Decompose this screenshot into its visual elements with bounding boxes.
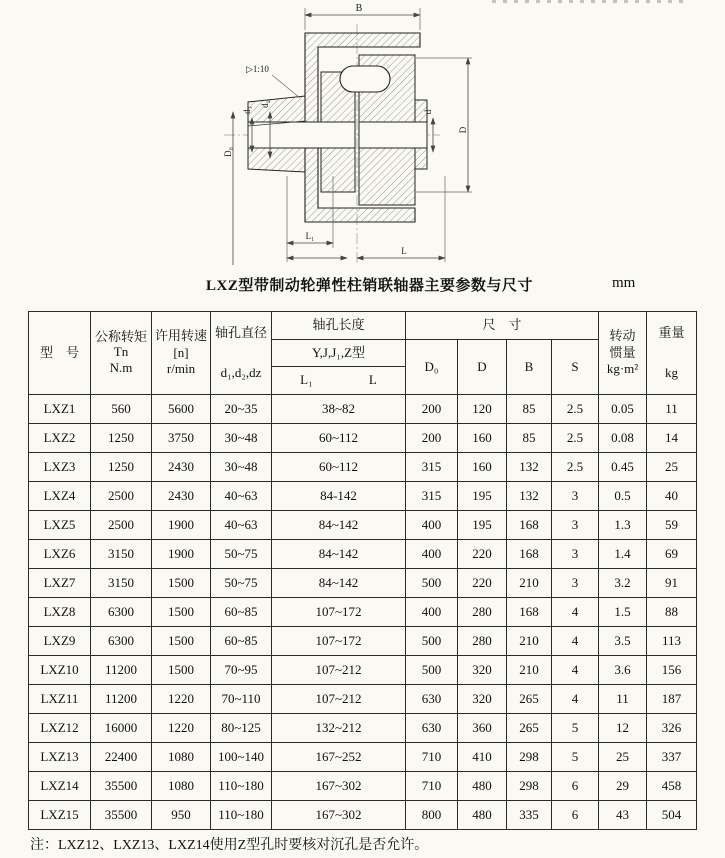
cell-bore-diameter: 70~110 [211, 685, 272, 714]
header-inertia-line3: kg·m² [606, 361, 639, 377]
header-inertia-line2: 惯量 [609, 344, 636, 360]
table-row [29, 598, 697, 627]
header-length-l1: L₁ [300, 372, 313, 388]
cell-d0: 400 [406, 598, 458, 627]
header-torque-line1: 公称转矩Tn [94, 328, 147, 359]
cell-weight: 113 [647, 627, 697, 656]
header-length-l: L [368, 372, 377, 388]
cell-torque: 22400 [91, 743, 152, 772]
cell-weight: 156 [647, 656, 697, 685]
cell-d: 410 [458, 743, 507, 772]
cell-inertia: 29 [599, 772, 647, 801]
cell-bore-diameter: 60~85 [211, 598, 272, 627]
cell-s: 3 [552, 569, 599, 598]
dim-label-d1: d₁ [242, 106, 252, 114]
cell-torque: 560 [91, 395, 152, 424]
cell-bore-length: 38~82 [272, 395, 406, 424]
cell-inertia: 3.5 [599, 627, 647, 656]
dim-label-d2: d₂ [260, 100, 270, 108]
cell-torque: 1250 [91, 453, 152, 482]
cell-b: 210 [507, 569, 552, 598]
table-header [29, 312, 697, 395]
cell-speed: 2430 [152, 482, 211, 511]
table-row [29, 743, 697, 772]
cell-bore-diameter: 30~48 [211, 424, 272, 453]
cell-inertia: 11 [599, 685, 647, 714]
cell-torque: 3150 [91, 540, 152, 569]
cell-d0: 500 [406, 569, 458, 598]
cell-d0: 200 [406, 424, 458, 453]
cell-speed: 5600 [152, 395, 211, 424]
cell-inertia: 0.05 [599, 395, 647, 424]
cell-weight: 69 [647, 540, 697, 569]
cell-d0: 630 [406, 714, 458, 743]
cell-s: 4 [552, 627, 599, 656]
cell-weight: 14 [647, 424, 697, 453]
cell-inertia: 0.5 [599, 482, 647, 511]
header-model: 型 号 [29, 312, 91, 395]
cell-s: 6 [552, 772, 599, 801]
cell-bore-length: 107~172 [272, 598, 406, 627]
header-speed-line1: 许用转速 [154, 327, 207, 343]
header-length-group: 轴孔长度 [272, 312, 406, 340]
taper-label: ▷1:10 [246, 64, 269, 74]
cell-torque: 16000 [91, 714, 152, 743]
cell-d0: 400 [406, 540, 458, 569]
cropped-text-fragment [492, 0, 687, 3]
cell-torque: 6300 [91, 598, 152, 627]
cell-s: 4 [552, 598, 599, 627]
cell-model: LXZ15 [29, 801, 91, 830]
cell-speed: 1080 [152, 743, 211, 772]
header-col-d0: D₀ [406, 340, 458, 395]
cell-bore-length: 60~112 [272, 424, 406, 453]
cell-b: 168 [507, 511, 552, 540]
cell-inertia: 3.2 [599, 569, 647, 598]
header-length-sub [272, 367, 406, 395]
cell-bore-length: 167~302 [272, 801, 406, 830]
cell-torque: 11200 [91, 685, 152, 714]
cell-weight: 59 [647, 511, 697, 540]
cell-b: 265 [507, 685, 552, 714]
cell-bore-diameter: 110~180 [211, 801, 272, 830]
cell-torque: 2500 [91, 511, 152, 540]
cell-s: 3 [552, 540, 599, 569]
header-bore-line2: d₁,d₂,dz [220, 364, 262, 380]
right-hub-lower [415, 148, 427, 169]
table-row [29, 482, 697, 511]
dim-label-big-d: D [458, 126, 468, 134]
cell-torque: 11200 [91, 656, 152, 685]
cell-bore-diameter: 40~63 [211, 511, 272, 540]
cell-model: LXZ10 [29, 656, 91, 685]
left-hub-lower [248, 148, 305, 172]
cell-bore-diameter: 50~75 [211, 540, 272, 569]
cell-weight: 11 [647, 395, 697, 424]
table-row [29, 685, 697, 714]
cell-bore-diameter: 50~75 [211, 569, 272, 598]
header-col-d: D [458, 340, 507, 395]
taper-leader [272, 75, 300, 98]
cell-s: 5 [552, 743, 599, 772]
spec-table [28, 311, 697, 830]
cell-bore-length: 107~172 [272, 627, 406, 656]
cell-model: LXZ12 [29, 714, 91, 743]
cell-inertia: 1.5 [599, 598, 647, 627]
cell-model: LXZ14 [29, 772, 91, 801]
cell-d0: 315 [406, 482, 458, 511]
cell-torque: 1250 [91, 424, 152, 453]
cell-torque: 3150 [91, 569, 152, 598]
cell-inertia: 3.6 [599, 656, 647, 685]
cell-bore-diameter: 40~63 [211, 482, 272, 511]
cell-model: LXZ4 [29, 482, 91, 511]
cell-model: LXZ3 [29, 453, 91, 482]
cell-bore-length: 84-142 [272, 482, 406, 511]
header-weight [647, 312, 697, 395]
cell-torque: 35500 [91, 772, 152, 801]
header-weight-line2: kg [665, 364, 679, 380]
cell-d: 120 [458, 395, 507, 424]
header-col-b: B [507, 340, 552, 395]
cell-model: LXZ7 [29, 569, 91, 598]
cell-b: 298 [507, 772, 552, 801]
unit-label: mm [612, 275, 636, 291]
cell-weight: 504 [647, 801, 697, 830]
cell-speed: 1900 [152, 540, 211, 569]
cell-d0: 315 [406, 453, 458, 482]
cell-s: 3 [552, 482, 599, 511]
cell-b: 335 [507, 801, 552, 830]
cell-bore-diameter: 80~125 [211, 714, 272, 743]
header-inertia [599, 312, 647, 395]
table-row [29, 540, 697, 569]
cell-bore-length: 167~302 [272, 772, 406, 801]
cell-bore-diameter: 30~48 [211, 453, 272, 482]
cell-model: LXZ11 [29, 685, 91, 714]
cell-speed: 3750 [152, 424, 211, 453]
header-speed-line2: [n] [173, 344, 189, 360]
cell-d: 195 [458, 511, 507, 540]
cell-bore-length: 60~112 [272, 453, 406, 482]
cell-d: 160 [458, 453, 507, 482]
cell-d: 220 [458, 569, 507, 598]
footnote: 注：LXZ12、LXZ13、LXZ14使用Z型孔时要核对沉孔是否允许。 [30, 838, 429, 853]
cell-bore-diameter: 20~35 [211, 395, 272, 424]
cell-weight: 40 [647, 482, 697, 511]
cell-model: LXZ9 [29, 627, 91, 656]
header-bore-line1: 轴孔直径 [214, 324, 267, 340]
dim-label-l1: L₁ [305, 231, 315, 241]
table-row [29, 453, 697, 482]
cell-b: 210 [507, 627, 552, 656]
cell-speed: 2430 [152, 453, 211, 482]
header-bore-diameter [211, 312, 272, 395]
table-body [29, 395, 697, 830]
cell-bore-length: 84~142 [272, 511, 406, 540]
cell-d0: 710 [406, 743, 458, 772]
cell-d: 195 [458, 482, 507, 511]
header-length-types: Y,J,J₁,Z型 [272, 340, 406, 367]
cell-d0: 500 [406, 656, 458, 685]
header-size-group: 尺 寸 [406, 312, 599, 340]
table-row [29, 569, 697, 598]
header-speed-line3: r/min [166, 361, 196, 377]
cell-speed: 1220 [152, 714, 211, 743]
cell-model: LXZ5 [29, 511, 91, 540]
coupling-section-drawing [222, 0, 512, 270]
cell-speed: 1500 [152, 627, 211, 656]
cell-model: LXZ1 [29, 395, 91, 424]
cell-bore-length: 84~142 [272, 540, 406, 569]
cell-d: 280 [458, 627, 507, 656]
cell-d: 160 [458, 424, 507, 453]
cell-s: 4 [552, 656, 599, 685]
cell-weight: 25 [647, 453, 697, 482]
dim-label-d: d [423, 109, 433, 115]
cell-d: 320 [458, 685, 507, 714]
cell-torque: 35500 [91, 801, 152, 830]
cell-inertia: 0.45 [599, 453, 647, 482]
cell-speed: 1080 [152, 772, 211, 801]
cell-d0: 500 [406, 627, 458, 656]
table-row [29, 714, 697, 743]
cell-b: 168 [507, 540, 552, 569]
table-row [29, 656, 697, 685]
table-row [29, 772, 697, 801]
cell-weight: 337 [647, 743, 697, 772]
left-hub-upper [248, 96, 305, 122]
cell-bore-length: 132~212 [272, 714, 406, 743]
header-speed [152, 312, 211, 395]
dim-label-b: B [355, 3, 363, 14]
cell-bore-diameter: 60~85 [211, 627, 272, 656]
cell-d: 480 [458, 772, 507, 801]
cell-b: 298 [507, 743, 552, 772]
cell-model: LXZ6 [29, 540, 91, 569]
table-row [29, 511, 697, 540]
cell-speed: 1900 [152, 511, 211, 540]
cell-bore-length: 167~252 [272, 743, 406, 772]
cell-inertia: 1.4 [599, 540, 647, 569]
cell-inertia: 1.3 [599, 511, 647, 540]
cell-speed: 950 [152, 801, 211, 830]
cell-bore-diameter: 70~95 [211, 656, 272, 685]
header-inertia-line1: 转动 [609, 327, 636, 343]
cell-b: 85 [507, 424, 552, 453]
table-row [29, 424, 697, 453]
cell-b: 265 [507, 714, 552, 743]
elastic-pin [340, 66, 390, 92]
cell-weight: 88 [647, 598, 697, 627]
cell-inertia: 25 [599, 743, 647, 772]
title-row [0, 274, 725, 296]
cell-b: 132 [507, 482, 552, 511]
cell-bore-length: 107~212 [272, 685, 406, 714]
cell-d0: 400 [406, 511, 458, 540]
header-torque [91, 312, 152, 395]
table-row [29, 627, 697, 656]
cell-torque: 2500 [91, 482, 152, 511]
cell-d0: 630 [406, 685, 458, 714]
cell-d0: 710 [406, 772, 458, 801]
cell-inertia: 43 [599, 801, 647, 830]
cell-d0: 800 [406, 801, 458, 830]
left-bore [248, 122, 355, 148]
cell-d: 480 [458, 801, 507, 830]
cell-bore-length: 84~142 [272, 569, 406, 598]
cell-d: 280 [458, 598, 507, 627]
header-weight-line1: 重量 [658, 324, 685, 340]
header-col-s: S [552, 340, 599, 395]
table-row [29, 395, 697, 424]
cell-speed: 1500 [152, 569, 211, 598]
cell-weight: 187 [647, 685, 697, 714]
cell-speed: 1220 [152, 685, 211, 714]
cell-inertia: 0.08 [599, 424, 647, 453]
cell-s: 2.5 [552, 424, 599, 453]
dim-label-d0: D₀ [223, 147, 233, 157]
cell-weight: 326 [647, 714, 697, 743]
cell-bore-diameter: 100~140 [211, 743, 272, 772]
cell-d: 360 [458, 714, 507, 743]
table-row [29, 801, 697, 830]
cell-bore-length: 107~212 [272, 656, 406, 685]
cell-s: 6 [552, 801, 599, 830]
dim-label-l: L [401, 246, 407, 256]
cell-torque: 6300 [91, 627, 152, 656]
cell-b: 132 [507, 453, 552, 482]
cell-s: 5 [552, 714, 599, 743]
cell-speed: 1500 [152, 598, 211, 627]
cell-bore-diameter: 110~180 [211, 772, 272, 801]
cell-b: 210 [507, 656, 552, 685]
cell-d0: 200 [406, 395, 458, 424]
cell-model: LXZ8 [29, 598, 91, 627]
cell-model: LXZ13 [29, 743, 91, 772]
page-title: LXZ型带制动轮弹性柱销联轴器主要参数与尺寸 [206, 278, 533, 294]
cell-weight: 91 [647, 569, 697, 598]
cell-speed: 1500 [152, 656, 211, 685]
cell-model: LXZ2 [29, 424, 91, 453]
cell-d: 220 [458, 540, 507, 569]
cell-s: 2.5 [552, 453, 599, 482]
right-bore [359, 122, 427, 148]
cell-inertia: 12 [599, 714, 647, 743]
cell-b: 168 [507, 598, 552, 627]
cell-b: 85 [507, 395, 552, 424]
cell-s: 2.5 [552, 395, 599, 424]
cell-d: 320 [458, 656, 507, 685]
cell-s: 4 [552, 685, 599, 714]
header-torque-line2: N.m [109, 360, 133, 376]
cell-weight: 458 [647, 772, 697, 801]
cell-s: 3 [552, 511, 599, 540]
